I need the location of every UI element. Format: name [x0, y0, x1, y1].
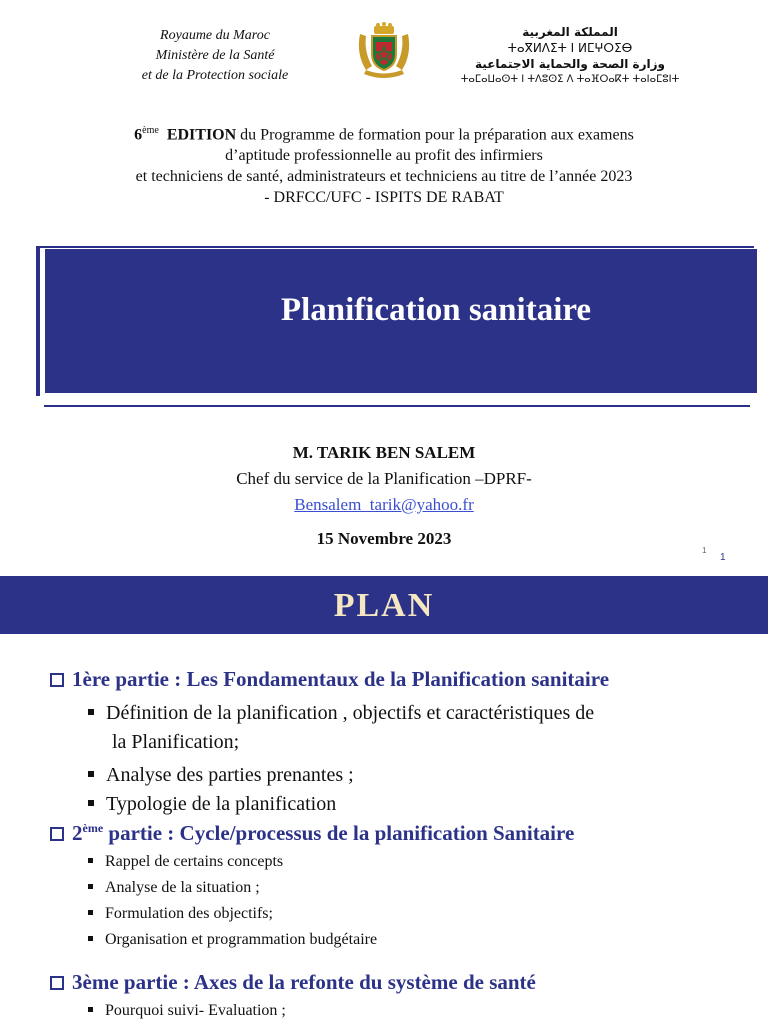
part2-item-4: Organisation et programmation budgétaire — [105, 931, 378, 948]
list-item — [88, 762, 354, 789]
author-role: Chef du service de la Planification –DPRF- — [236, 469, 532, 488]
checkbox-bullet-icon — [50, 673, 64, 687]
author-email-link[interactable]: Bensalem_tarik@yahoo.fr — [294, 495, 474, 514]
edition-line-1-rest: du Programme de formation pour la préparation aux examens — [236, 126, 634, 144]
header-arabic — [450, 24, 690, 88]
title-rule-left — [36, 246, 40, 396]
header-ar-line-1: المملكة المغربية — [522, 25, 618, 39]
edition-text — [40, 120, 728, 208]
list-item — [88, 903, 273, 925]
header-fr-line-1: Royaume du Maroc — [160, 28, 270, 43]
page-number-small: 1 — [702, 546, 707, 555]
list-item — [88, 791, 336, 818]
square-bullet-icon — [88, 936, 93, 941]
square-bullet-icon — [88, 858, 93, 863]
royal-emblem-icon — [352, 20, 416, 82]
list-item — [88, 851, 283, 873]
edition-line-1 — [40, 120, 728, 145]
part1-item-3: Typologie de la planification — [106, 793, 337, 815]
checkbox-bullet-icon — [50, 976, 64, 990]
square-bullet-icon — [88, 1007, 93, 1012]
part1-item-1-cont: la Planification; — [112, 731, 240, 753]
list-item — [88, 700, 594, 727]
part3-item-1: Pourquoi suivi- Evaluation ; — [105, 1002, 286, 1019]
part1-heading-text: 1ère partie : Les Fondamentaux de la Planification sanitaire — [72, 667, 610, 691]
edition-number: 6 — [134, 126, 143, 144]
slide-title: Planification sanitaire — [280, 292, 592, 328]
edition-line-4: - DRFCC/UFC - ISPITS DE RABAT — [264, 189, 504, 207]
page-number: 1 — [720, 552, 726, 563]
header-french — [100, 26, 330, 86]
title-rule-bottom — [44, 405, 750, 407]
list-item — [88, 1000, 286, 1022]
author-block — [40, 440, 728, 552]
list-item — [88, 929, 377, 951]
header-fr-line-2: Ministère de la Santé — [155, 48, 275, 63]
part2-heading-sup: ème — [82, 821, 104, 835]
part2-item-1: Rappel de certains concepts — [105, 853, 284, 870]
header-ar-line-4: ⵜⴰⵎⴰⵡⴰⵙⵜ ⵏ ⵜⴷⵓⵙⵉ ⴷ ⵜⴰⴼⵔⴰⴽⵜ ⵜⴰⵏⴰⵎⵓⵏⵜ — [460, 74, 680, 85]
square-bullet-icon — [88, 709, 94, 715]
header-fr-line-3: et de la Protection sociale — [141, 68, 289, 83]
part3-heading-text: 3ème partie : Axes de la refonte du système de santé — [72, 970, 536, 994]
square-bullet-icon — [88, 800, 94, 806]
list-item — [88, 877, 260, 899]
part1-item-1: Définition de la planification , objectifs et caractéristiques de — [106, 702, 595, 724]
checkbox-bullet-icon — [50, 827, 64, 841]
part2-heading-num: 2 — [72, 821, 83, 845]
part1-item-2: Analyse des parties prenantes ; — [106, 764, 354, 786]
square-bullet-icon — [88, 910, 93, 915]
presentation-date: 15 Novembre 2023 — [316, 529, 452, 548]
edition-line-2: d’aptitude professionnelle au profit des infirmiers — [225, 147, 543, 165]
square-bullet-icon — [88, 771, 94, 777]
edition-number-sup: ème — [142, 125, 159, 136]
part3-heading — [50, 970, 536, 995]
part2-item-3: Formulation des objectifs; — [105, 905, 273, 922]
plan-title: PLAN — [333, 587, 435, 624]
part1-heading — [50, 667, 609, 692]
header-ar-line-2: ⵜⴰⴳⵍⴷⵉⵜ ⵏ ⵍⵎⵖⵔⵉⴱ — [507, 41, 633, 55]
author-name: M. TARIK BEN SALEM — [292, 443, 476, 462]
title-rule-top — [36, 246, 754, 248]
square-bullet-icon — [88, 884, 93, 889]
part2-heading-rest: partie : Cycle/processus de la planification Sanitaire — [103, 821, 575, 845]
header-ar-line-3: وزارة الصحة والحماية الاجتماعية — [475, 57, 665, 71]
edition-word: EDITION — [166, 126, 237, 144]
list-item-continued — [88, 729, 239, 756]
part2-item-2: Analyse de la situation ; — [105, 879, 260, 896]
part2-heading — [50, 821, 574, 846]
edition-line-3: et techniciens de santé, administrateurs et techniciens au titre de l’année 2023 — [135, 168, 633, 186]
